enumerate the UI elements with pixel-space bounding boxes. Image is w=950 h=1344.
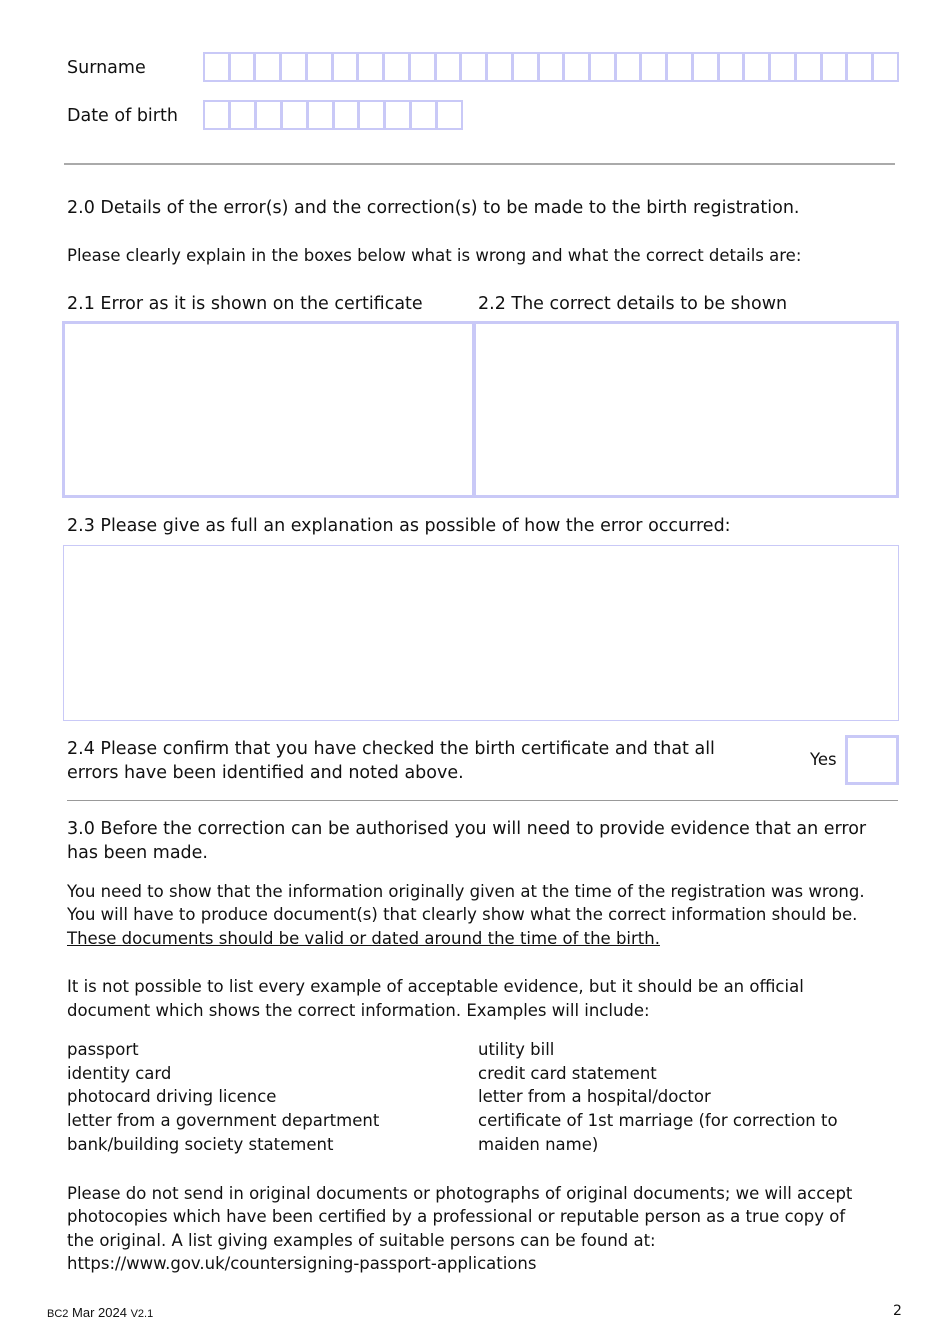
form-date: Mar 2024 — [72, 1305, 127, 1320]
q2-4-line1: 2.4 Please confirm that you have checked the birth certificate and that all — [67, 739, 715, 759]
form-version: V2.1 — [130, 1308, 154, 1320]
character-box[interactable] — [742, 54, 768, 80]
list-item: credit card statement — [478, 1063, 657, 1083]
character-box[interactable] — [435, 102, 461, 128]
character-box[interactable] — [485, 54, 511, 80]
yes-label: Yes — [810, 750, 837, 769]
list-item: photocard driving licence — [67, 1087, 277, 1107]
surname-label: Surname — [67, 58, 146, 78]
examples-left-list — [67, 1038, 379, 1157]
character-box[interactable] — [357, 102, 383, 128]
character-box[interactable] — [382, 54, 408, 80]
section-2-heading: 2.0 Details of the error(s) and the correction(s) to be made to the birth registration. — [67, 198, 800, 218]
form-code: BC2 — [47, 1308, 69, 1320]
q2-1-label: 2.1 Error as it is shown on the certificate — [67, 294, 423, 314]
character-box[interactable] — [279, 54, 305, 80]
character-box[interactable] — [511, 54, 537, 80]
divider — [67, 800, 898, 801]
character-box[interactable] — [639, 54, 665, 80]
character-box[interactable] — [794, 54, 820, 80]
character-box[interactable] — [205, 102, 228, 128]
footer-form-info — [47, 1305, 153, 1320]
date-of-birth-input[interactable] — [203, 100, 463, 130]
character-box[interactable] — [383, 102, 409, 128]
q2-2-label: 2.2 The correct details to be shown — [478, 294, 788, 314]
examples-right-list — [478, 1038, 838, 1157]
character-box[interactable] — [691, 54, 717, 80]
character-box[interactable] — [205, 54, 228, 80]
q2-4-line2: errors have been identified and noted above. — [67, 763, 464, 783]
character-box[interactable] — [254, 102, 280, 128]
character-box[interactable] — [228, 102, 254, 128]
character-box[interactable] — [356, 54, 382, 80]
q2-3-label: 2.3 Please give as full an explanation as possible of how the error occurred: — [67, 516, 731, 536]
list-item: letter from a hospital/doctor — [478, 1087, 711, 1107]
p2-line2: document which shows the correct information. Examples will include: — [67, 1001, 650, 1020]
surname-input[interactable] — [203, 52, 899, 82]
character-box[interactable] — [717, 54, 743, 80]
character-box[interactable] — [331, 54, 357, 80]
character-box[interactable] — [305, 54, 331, 80]
character-box[interactable] — [408, 54, 434, 80]
character-box[interactable] — [562, 54, 588, 80]
character-box[interactable] — [871, 54, 897, 80]
p3-line1: Please do not send in original documents or photographs of original documents; we will accept — [67, 1184, 853, 1203]
character-box[interactable] — [537, 54, 563, 80]
countersigning-link[interactable]: https://www.gov.uk/countersigning-passport-applications — [67, 1254, 537, 1273]
list-item: bank/building society statement — [67, 1134, 334, 1154]
character-box[interactable] — [332, 102, 358, 128]
character-box[interactable] — [459, 54, 485, 80]
list-item: letter from a government department — [67, 1111, 380, 1131]
character-box[interactable] — [306, 102, 332, 128]
yes-checkbox[interactable] — [845, 735, 899, 785]
character-box[interactable] — [665, 54, 691, 80]
section-3-heading-1: 3.0 Before the correction can be authorised you will need to provide evidence that an error — [67, 819, 867, 839]
p1-line1: You need to show that the information originally given at the time of the registration was wrong. — [67, 882, 865, 901]
explanation-textarea[interactable] — [63, 545, 899, 721]
correct-details-textarea[interactable] — [473, 321, 899, 498]
page-number: 2 — [893, 1303, 902, 1319]
section-2-instruction: Please clearly explain in the boxes below what is wrong and what the correct details are: — [67, 246, 802, 265]
character-box[interactable] — [614, 54, 640, 80]
section-3-heading-2: has been made. — [67, 843, 208, 863]
p3-line3: the original. A list giving examples of suitable persons can be found at: — [67, 1231, 656, 1250]
character-box[interactable] — [820, 54, 846, 80]
character-box[interactable] — [768, 54, 794, 80]
list-item: identity card — [67, 1063, 172, 1083]
character-box[interactable] — [253, 54, 279, 80]
list-item: maiden name) — [478, 1134, 599, 1154]
character-box[interactable] — [228, 54, 254, 80]
list-item: passport — [67, 1040, 139, 1059]
character-box[interactable] — [434, 54, 460, 80]
divider — [64, 163, 895, 165]
p1-line2: You will have to produce document(s) that clearly show what the correct information should be. — [67, 905, 858, 924]
character-box[interactable] — [845, 54, 871, 80]
error-shown-textarea[interactable] — [62, 321, 475, 498]
list-item: certificate of 1st marriage (for correction to — [478, 1111, 838, 1131]
p3-line2: photocopies which have been certified by a professional or reputable person as a true copy of — [67, 1207, 846, 1226]
character-box[interactable] — [588, 54, 614, 80]
p2-line1: It is not possible to list every example of acceptable evidence, but it should be an official — [67, 977, 804, 996]
dob-label: Date of birth — [67, 106, 178, 126]
character-box[interactable] — [280, 102, 306, 128]
character-box[interactable] — [409, 102, 435, 128]
list-item: utility bill — [478, 1040, 555, 1059]
p1-underlined: These documents should be valid or dated around the time of the birth. — [67, 929, 660, 948]
